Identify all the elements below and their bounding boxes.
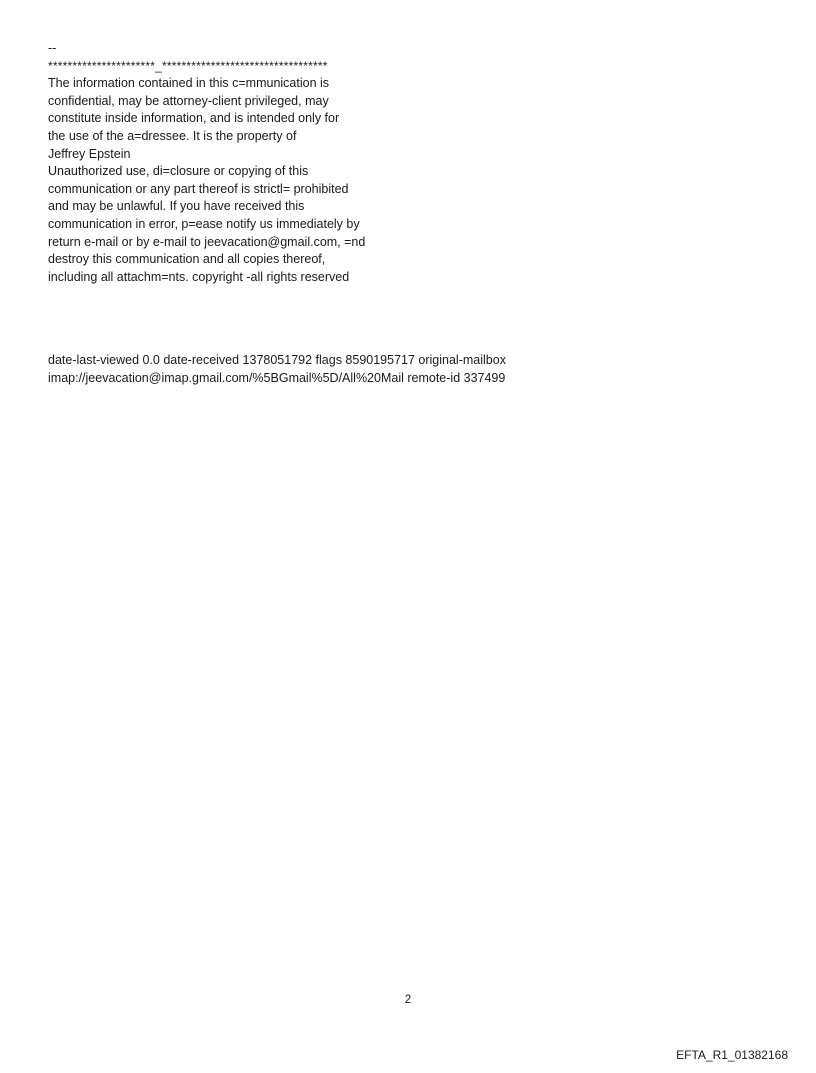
disclaimer-line: constitute inside information, and is intended only for [48, 111, 340, 126]
disclaimer-line: Jeffrey Epstein [48, 146, 131, 161]
metadata-line-1: date-last-viewed 0.0 date-received 1378051792 flags 8590195717 original-mailbox [48, 353, 506, 367]
page-number: 2 [404, 994, 412, 1006]
disclaimer-line: including all attachm=nts. copyright -all rights reserved [48, 269, 350, 284]
disclaimer-line: Unauthorized use, di=closure or copying of this [48, 164, 309, 179]
metadata-line-2: imap://jeevacation@imap.gmail.com/%5BGmail%5D/All%20Mail remote-id 337499 [48, 370, 506, 385]
email-metadata [48, 352, 768, 387]
disclaimer-line: confidential, may be attorney-client privileged, may [48, 93, 329, 108]
disclaimer-line: destroy this communication and all copies thereof, [48, 252, 326, 267]
confidentiality-disclaimer [48, 40, 608, 286]
disclaimer-line: The information contained in this c=mmunication is [48, 76, 330, 91]
disclaimer-line: communication in error, p=ease notify us immediately by [48, 216, 360, 231]
asterisk-divider: **********************_********************************** [48, 58, 328, 73]
signature-separator: -- [48, 41, 57, 55]
disclaimer-line: the use of the a=dressee. It is the property of [48, 128, 297, 143]
disclaimer-line: and may be unlawful. If you have received this [48, 199, 305, 214]
document-id: EFTA_R1_01382168 [676, 1048, 788, 1062]
disclaimer-line: communication or any part thereof is strictl= prohibited [48, 181, 349, 196]
disclaimer-line: return e-mail or by e-mail to jeevacation@gmail.com, =nd [48, 234, 366, 249]
